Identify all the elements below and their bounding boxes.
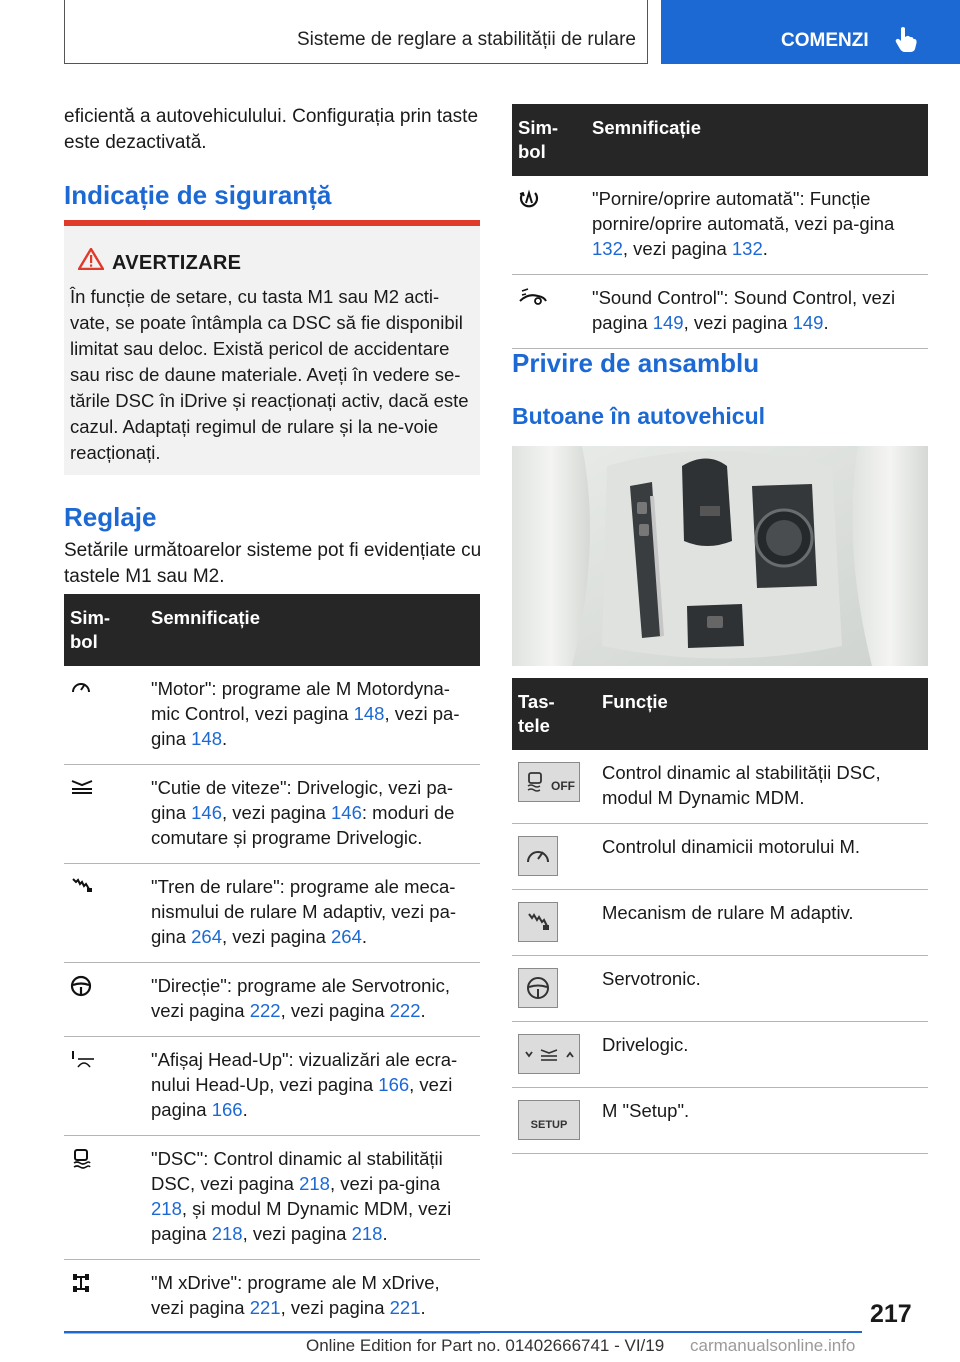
table-row xyxy=(64,765,480,864)
dsc-off-button-icon: OFF xyxy=(518,762,580,802)
row-text: "DSC": Control dinamic al stabilității DSC, vezi pagina 218, vezi pa-gina 218, și modul M Dynamic MDM, vezi pagina 218, vezi pagina 218. xyxy=(145,1136,480,1260)
page-link[interactable]: 149 xyxy=(652,312,684,333)
engine-dynamics-button-icon xyxy=(518,836,558,876)
edition-text: Online Edition for Part no. 01402666741 - VI/19 xyxy=(306,1336,665,1355)
center-console-photo xyxy=(512,446,928,666)
row-text: "M xDrive": programe ale M xDrive, vezi pagina 221, vezi pagina 221. xyxy=(145,1260,480,1334)
table-row xyxy=(64,864,480,963)
table-row xyxy=(64,1260,480,1334)
table-row xyxy=(64,1037,480,1136)
row-text: Drivelogic. xyxy=(596,1022,928,1088)
page-link[interactable]: 166 xyxy=(378,1074,410,1095)
column-header-meaning: Semnificație xyxy=(586,104,928,176)
footer-divider xyxy=(64,1331,862,1333)
table-row xyxy=(64,963,480,1037)
page-number: 217 xyxy=(870,1300,912,1328)
safety-heading: Indicație de siguranță xyxy=(64,180,332,210)
watermark: carmanualsonline.info xyxy=(690,1336,856,1355)
column-header-meaning: Semnificație xyxy=(145,594,480,666)
table-row xyxy=(512,824,928,890)
steering-wheel-icon xyxy=(70,975,92,997)
page-link[interactable]: 149 xyxy=(792,312,824,333)
table-row xyxy=(512,1022,928,1088)
table-row xyxy=(512,750,928,824)
head-up-display-icon xyxy=(70,1049,96,1069)
page-link[interactable]: 166 xyxy=(211,1099,243,1120)
column-header-symbol: Sim- bol xyxy=(64,594,145,666)
column-header-symbol: Sim- bol xyxy=(512,104,586,176)
settings-paragraph: Setările următoarelor sisteme pot fi evidențiate cu tastele M1 sau M2. xyxy=(64,540,482,587)
page-link[interactable]: 146 xyxy=(191,802,222,823)
row-text: Controlul dinamicii motorului M. xyxy=(596,824,928,890)
suspension-button-icon xyxy=(518,902,558,942)
table-row xyxy=(512,956,928,1022)
page-link[interactable]: 221 xyxy=(249,1297,281,1318)
column-header-function: Funcție xyxy=(596,678,928,750)
overview-heading: Privire de ansamblu xyxy=(512,348,760,378)
table-row xyxy=(64,1136,480,1260)
warning-text: În funcție de setare, cu tasta M1 sau M2 acti-vate, se poate întâmpla ca DSC să fie disponibil limitat sau deloc. Există pericol de accidentare sau risc de daune materiale. Aveți în vedere se-tările DSC în iDrive și reacționați activ, dacă este cazul. Adaptați regimul de rulare și la ne-voie reacționați. xyxy=(70,286,469,463)
column-header-keys: Tas- tele xyxy=(512,678,596,750)
section-tab-label: COMENZI xyxy=(781,30,869,51)
sound-control-icon xyxy=(518,287,548,307)
section-tab-comenzi[interactable] xyxy=(661,0,960,64)
row-text: Control dinamic al stabilității DSC, modul M Dynamic MDM. xyxy=(596,750,928,824)
page-link[interactable]: 132 xyxy=(592,238,623,259)
page-link[interactable]: 222 xyxy=(389,1000,421,1021)
row-text: "Sound Control": Sound Control, vezi pagina 149, vezi pagina 149. xyxy=(586,275,928,349)
page-link[interactable]: 218 xyxy=(351,1223,383,1244)
page-link[interactable]: 146 xyxy=(331,802,362,823)
engine-gauge-icon xyxy=(70,678,92,696)
page-link[interactable]: 218 xyxy=(211,1223,243,1244)
drivelogic-button-icon xyxy=(518,1034,580,1074)
page-link[interactable]: 264 xyxy=(191,926,222,947)
row-text: Mecanism de rulare M adaptiv. xyxy=(596,890,928,956)
page-link[interactable]: 148 xyxy=(353,703,385,724)
table-row xyxy=(512,890,928,956)
settings-heading: Reglaje xyxy=(64,502,157,532)
row-text: "Afișaj Head-Up": vizualizări ale ecra-nului Head-Up, vezi pagina 166, vezi pagina 166. xyxy=(145,1037,480,1136)
suspension-icon xyxy=(70,876,94,894)
gearbox-icon xyxy=(70,777,94,795)
page-link[interactable]: 218 xyxy=(299,1173,330,1194)
warning-box xyxy=(64,220,480,475)
chapter-title: Sisteme de reglare a stabilității de rulare xyxy=(296,29,636,50)
warning-triangle-icon xyxy=(78,248,104,270)
page-link[interactable]: 264 xyxy=(331,926,362,947)
page-link[interactable]: 218 xyxy=(151,1198,182,1219)
row-text: "Motor": programe ale M Motordyna-mic Control, vezi pagina 148, vezi pa-gina 148. xyxy=(145,666,480,765)
hand-pointer-icon xyxy=(895,26,917,52)
settings-symbol-table xyxy=(64,594,480,1334)
dsc-car-skid-icon xyxy=(70,1148,92,1170)
symbol-table-continued xyxy=(512,104,928,349)
auto-start-stop-icon xyxy=(518,188,540,210)
intro-paragraph: eficientă a autovehiculului. Configurația prin taste este dezactivată. xyxy=(64,106,479,153)
table-row xyxy=(512,176,928,275)
page-link[interactable]: 132 xyxy=(731,238,763,259)
warning-title: AVERTIZARE xyxy=(112,252,242,274)
xdrive-icon xyxy=(70,1272,92,1294)
row-text: Servotronic. xyxy=(596,956,928,1022)
table-row xyxy=(512,275,928,349)
row-text: "Pornire/oprire automată": Funcție pornire/oprire automată, vezi pa-gina 132, vezi pagina 132. xyxy=(586,176,928,275)
buttons-table xyxy=(512,678,928,1154)
row-text: "Cutie de viteze": Drivelogic, vezi pa-gina 146, vezi pagina 146: moduri de comutare și programe Drivelogic. xyxy=(145,765,480,864)
table-row xyxy=(512,1088,928,1154)
table-row xyxy=(64,666,480,765)
row-text: "Tren de rulare": programe ale meca-nismului de rulare M adaptiv, vezi pa-gina 264, vezi pagina 264. xyxy=(145,864,480,963)
page-link[interactable]: 221 xyxy=(389,1297,421,1318)
buttons-heading: Butoane în autovehicul xyxy=(512,403,766,429)
page-link[interactable]: 148 xyxy=(191,728,222,749)
setup-button-icon: SETUP xyxy=(518,1100,580,1140)
steering-button-icon xyxy=(518,968,558,1008)
row-text: M "Setup". xyxy=(596,1088,928,1154)
row-text: "Direcție": programe ale Servotronic, vezi pagina 222, vezi pagina 222. xyxy=(145,963,480,1037)
page-link[interactable]: 222 xyxy=(249,1000,281,1021)
